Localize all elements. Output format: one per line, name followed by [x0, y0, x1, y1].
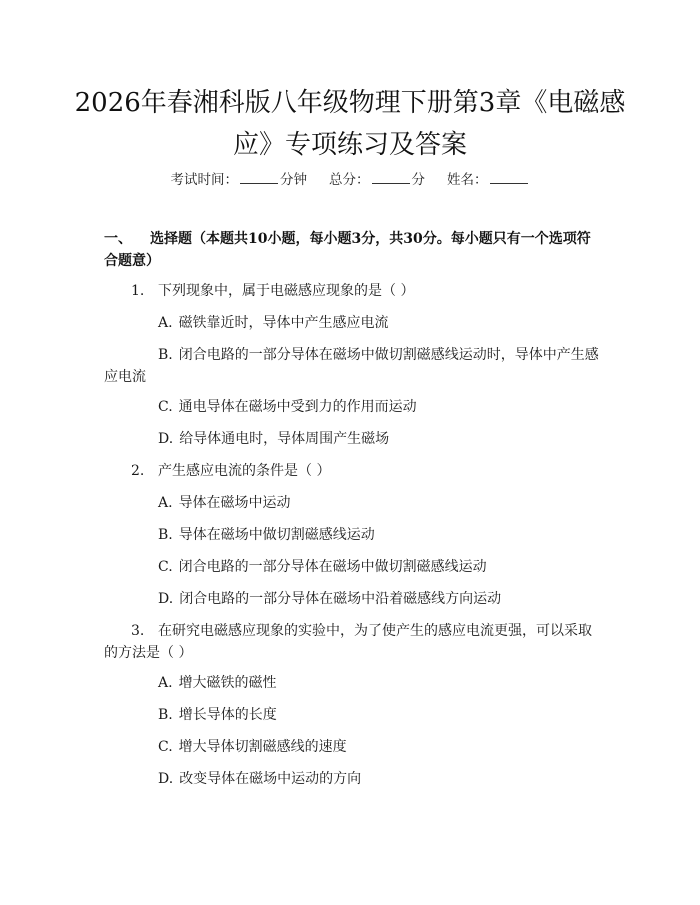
option-text: 闭合电路的一部分导体在磁场中沿着磁感线方向运动: [179, 591, 502, 607]
option-3a: [104, 672, 600, 694]
option-letter: D.: [158, 431, 174, 447]
question-3: [104, 620, 600, 664]
option-text: 增长导体的长度: [178, 707, 277, 723]
option-letter: D.: [158, 771, 174, 787]
option-text: 闭合电路的一部分导体在磁场中做切割磁感线运动时，导体中产生感应电流: [104, 347, 599, 385]
option-text: 通电导体在磁场中受到力的作用而运动: [178, 399, 417, 415]
option-letter: B.: [158, 347, 173, 363]
question-number: 2.: [131, 463, 145, 479]
option-text: 闭合电路的一部分导体在磁场中做切割磁感线运动: [178, 559, 487, 575]
question-1: [104, 280, 600, 302]
question-number: 3.: [131, 623, 145, 639]
option-text: 导体在磁场中运动: [178, 495, 291, 511]
option-text: 给导体通电时，导体周围产生磁场: [179, 431, 390, 447]
option-letter: A.: [158, 495, 173, 511]
question-text: 下列现象中，属于电磁感应现象的是（ ）: [158, 283, 415, 299]
question-text: 在研究电磁感应现象的实验中，为了使产生的感应电流更强，可以采取的方法是（ ）: [104, 623, 592, 661]
option-2c: [104, 556, 600, 578]
option-letter: D.: [158, 591, 174, 607]
option-2d: [104, 588, 600, 610]
time-blank: [240, 171, 278, 184]
option-1c: [104, 396, 600, 418]
option-letter: B.: [158, 527, 173, 543]
name-blank: [490, 171, 528, 184]
score-blank: [372, 171, 410, 184]
question-number: 1.: [131, 283, 145, 299]
page-title: 2026年春湘科版八年级物理下册第3章《电磁感应》专项练习及答案: [74, 88, 626, 160]
option-letter: C.: [158, 739, 173, 755]
option-letter: C.: [158, 399, 173, 415]
time-label: 考试时间：: [170, 172, 238, 188]
option-2a: [104, 492, 600, 514]
score-unit: 分: [411, 172, 425, 188]
score-label: 总分：: [329, 172, 370, 188]
option-letter: B.: [158, 707, 173, 723]
option-letter: A.: [158, 315, 173, 331]
option-text: 磁铁靠近时，导体中产生感应电流: [178, 315, 389, 331]
option-1b: [104, 344, 600, 388]
option-3b: [104, 704, 600, 726]
option-3c: [104, 736, 600, 758]
option-text: 导体在磁场中做切割磁感线运动: [178, 527, 375, 543]
option-letter: A.: [158, 675, 173, 691]
exam-info-line: [0, 168, 700, 188]
option-1d: [104, 428, 600, 450]
option-1a: [104, 312, 600, 334]
option-text: 增大导体切割磁感线的速度: [178, 739, 347, 755]
question-text: 产生感应电流的条件是（ ）: [158, 463, 331, 479]
option-2b: [104, 524, 600, 546]
section-heading: [104, 228, 604, 272]
time-unit: 分钟: [280, 172, 307, 188]
option-letter: C.: [158, 559, 173, 575]
section-title: 选择题（本题共10小题，每小题3分，共30分。每小题只有一个选项符合题意）: [104, 231, 591, 269]
name-label: 姓名：: [447, 172, 488, 188]
section-number: 一、: [104, 231, 132, 247]
option-text: 改变导体在磁场中运动的方向: [179, 771, 362, 787]
option-text: 增大磁铁的磁性: [178, 675, 277, 691]
option-3d: [104, 768, 600, 790]
question-2: [104, 460, 600, 482]
